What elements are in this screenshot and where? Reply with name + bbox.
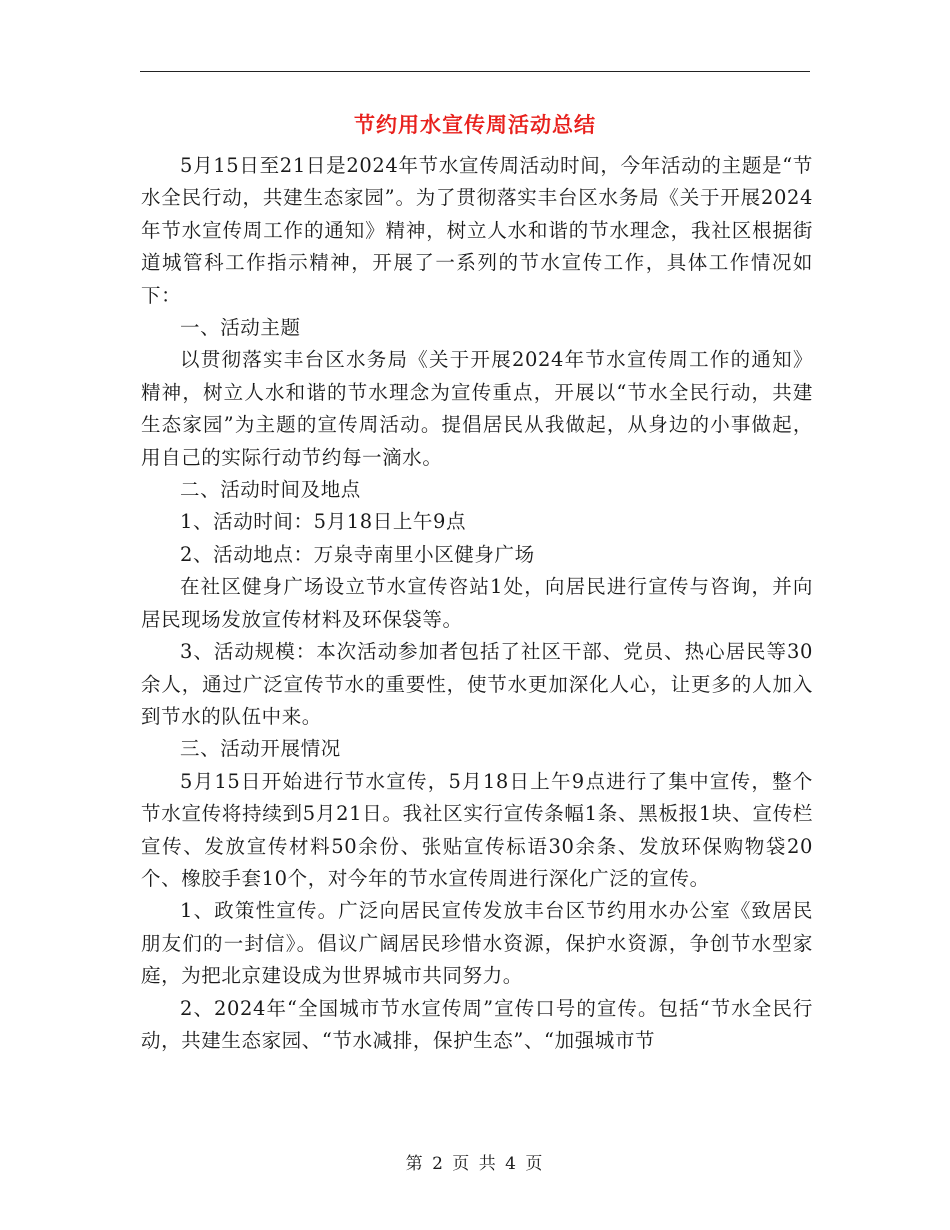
header-rule (140, 71, 810, 72)
document-body (141, 150, 813, 1057)
document-title: 节约用水宣传周活动总结 (354, 112, 596, 137)
paragraph-theme: 以贯彻落实丰台区水务局《关于开展2024年节水宣传周工作的通知》精神，树立人水和谐的节水理念为宣传重点，开展以“节水全民行动，共建生态家园”为主题的宣传周活动。提倡居民从我做起，从身边的小事做起，用自己的实际行动节约每一滴水。 (141, 348, 813, 469)
paragraph-scale: 3、活动规模：本次活动参加者包括了社区干部、党员、热心居民等30余人，通过广泛宣传节水的重要性，使节水更加深化人心，让更多的人加入到节水的队伍中来。 (141, 640, 813, 728)
section-heading-theme: 一、活动主题 (180, 316, 301, 340)
paragraph-time: 1、活动时间：5月18日上午9点 (180, 510, 467, 534)
paragraph-slogans: 2、2024年“全国城市节水宣传周”宣传口号的宣传。包括“节水全民行动，共建生态家园、“节水减排，保护生态”、“加强城市节 (141, 996, 813, 1052)
section-heading-progress: 三、活动开展情况 (180, 737, 341, 761)
paragraph-booth: 在社区健身广场设立节水宣传咨站1处，向居民进行宣传与咨询，并向居民现场发放宣传材料及环保袋等。 (141, 575, 813, 631)
paragraph-progress: 5月15日开始进行节水宣传，5月18日上午9点进行了集中宣传，整个节水宣传将持续到5月21日。我社区实行宣传条幅1条、黑板报1块、宣传栏宣传、发放宣传材料50余份、张贴宣传标语30余条、发放环保购物袋20个、橡胶手套10个，对今年的节水宣传周进行深化广泛的宣传。 (141, 769, 813, 890)
section-heading-time-place: 二、活动时间及地点 (180, 478, 361, 502)
paragraph-place: 2、活动地点：万泉寺南里小区健身广场 (180, 542, 535, 566)
page-footer: 第 2 页 共 4 页 (405, 1154, 545, 1174)
paragraph-policy: 1、政策性宣传。广泛向居民宣传发放丰台区节约用水办公室《致居民朋友们的一封信》。倡议广阔居民珍惜水资源，保护水资源，争创节水型家庭，为把北京建设成为世界城市共同努力。 (141, 899, 813, 988)
paragraph-intro: 5月15日至21日是2024年节水宣传周活动时间，今年活动的主题是“节水全民行动，共建生态家园”。为了贯彻落实丰台区水务局《关于开展2024年节水宣传周工作的通知》精神，树立人水和谐的节水理念，我社区根据街道城管科工作指示精神，开展了一系列的节水宣传工作，具体工作情况如下： (141, 154, 813, 307)
